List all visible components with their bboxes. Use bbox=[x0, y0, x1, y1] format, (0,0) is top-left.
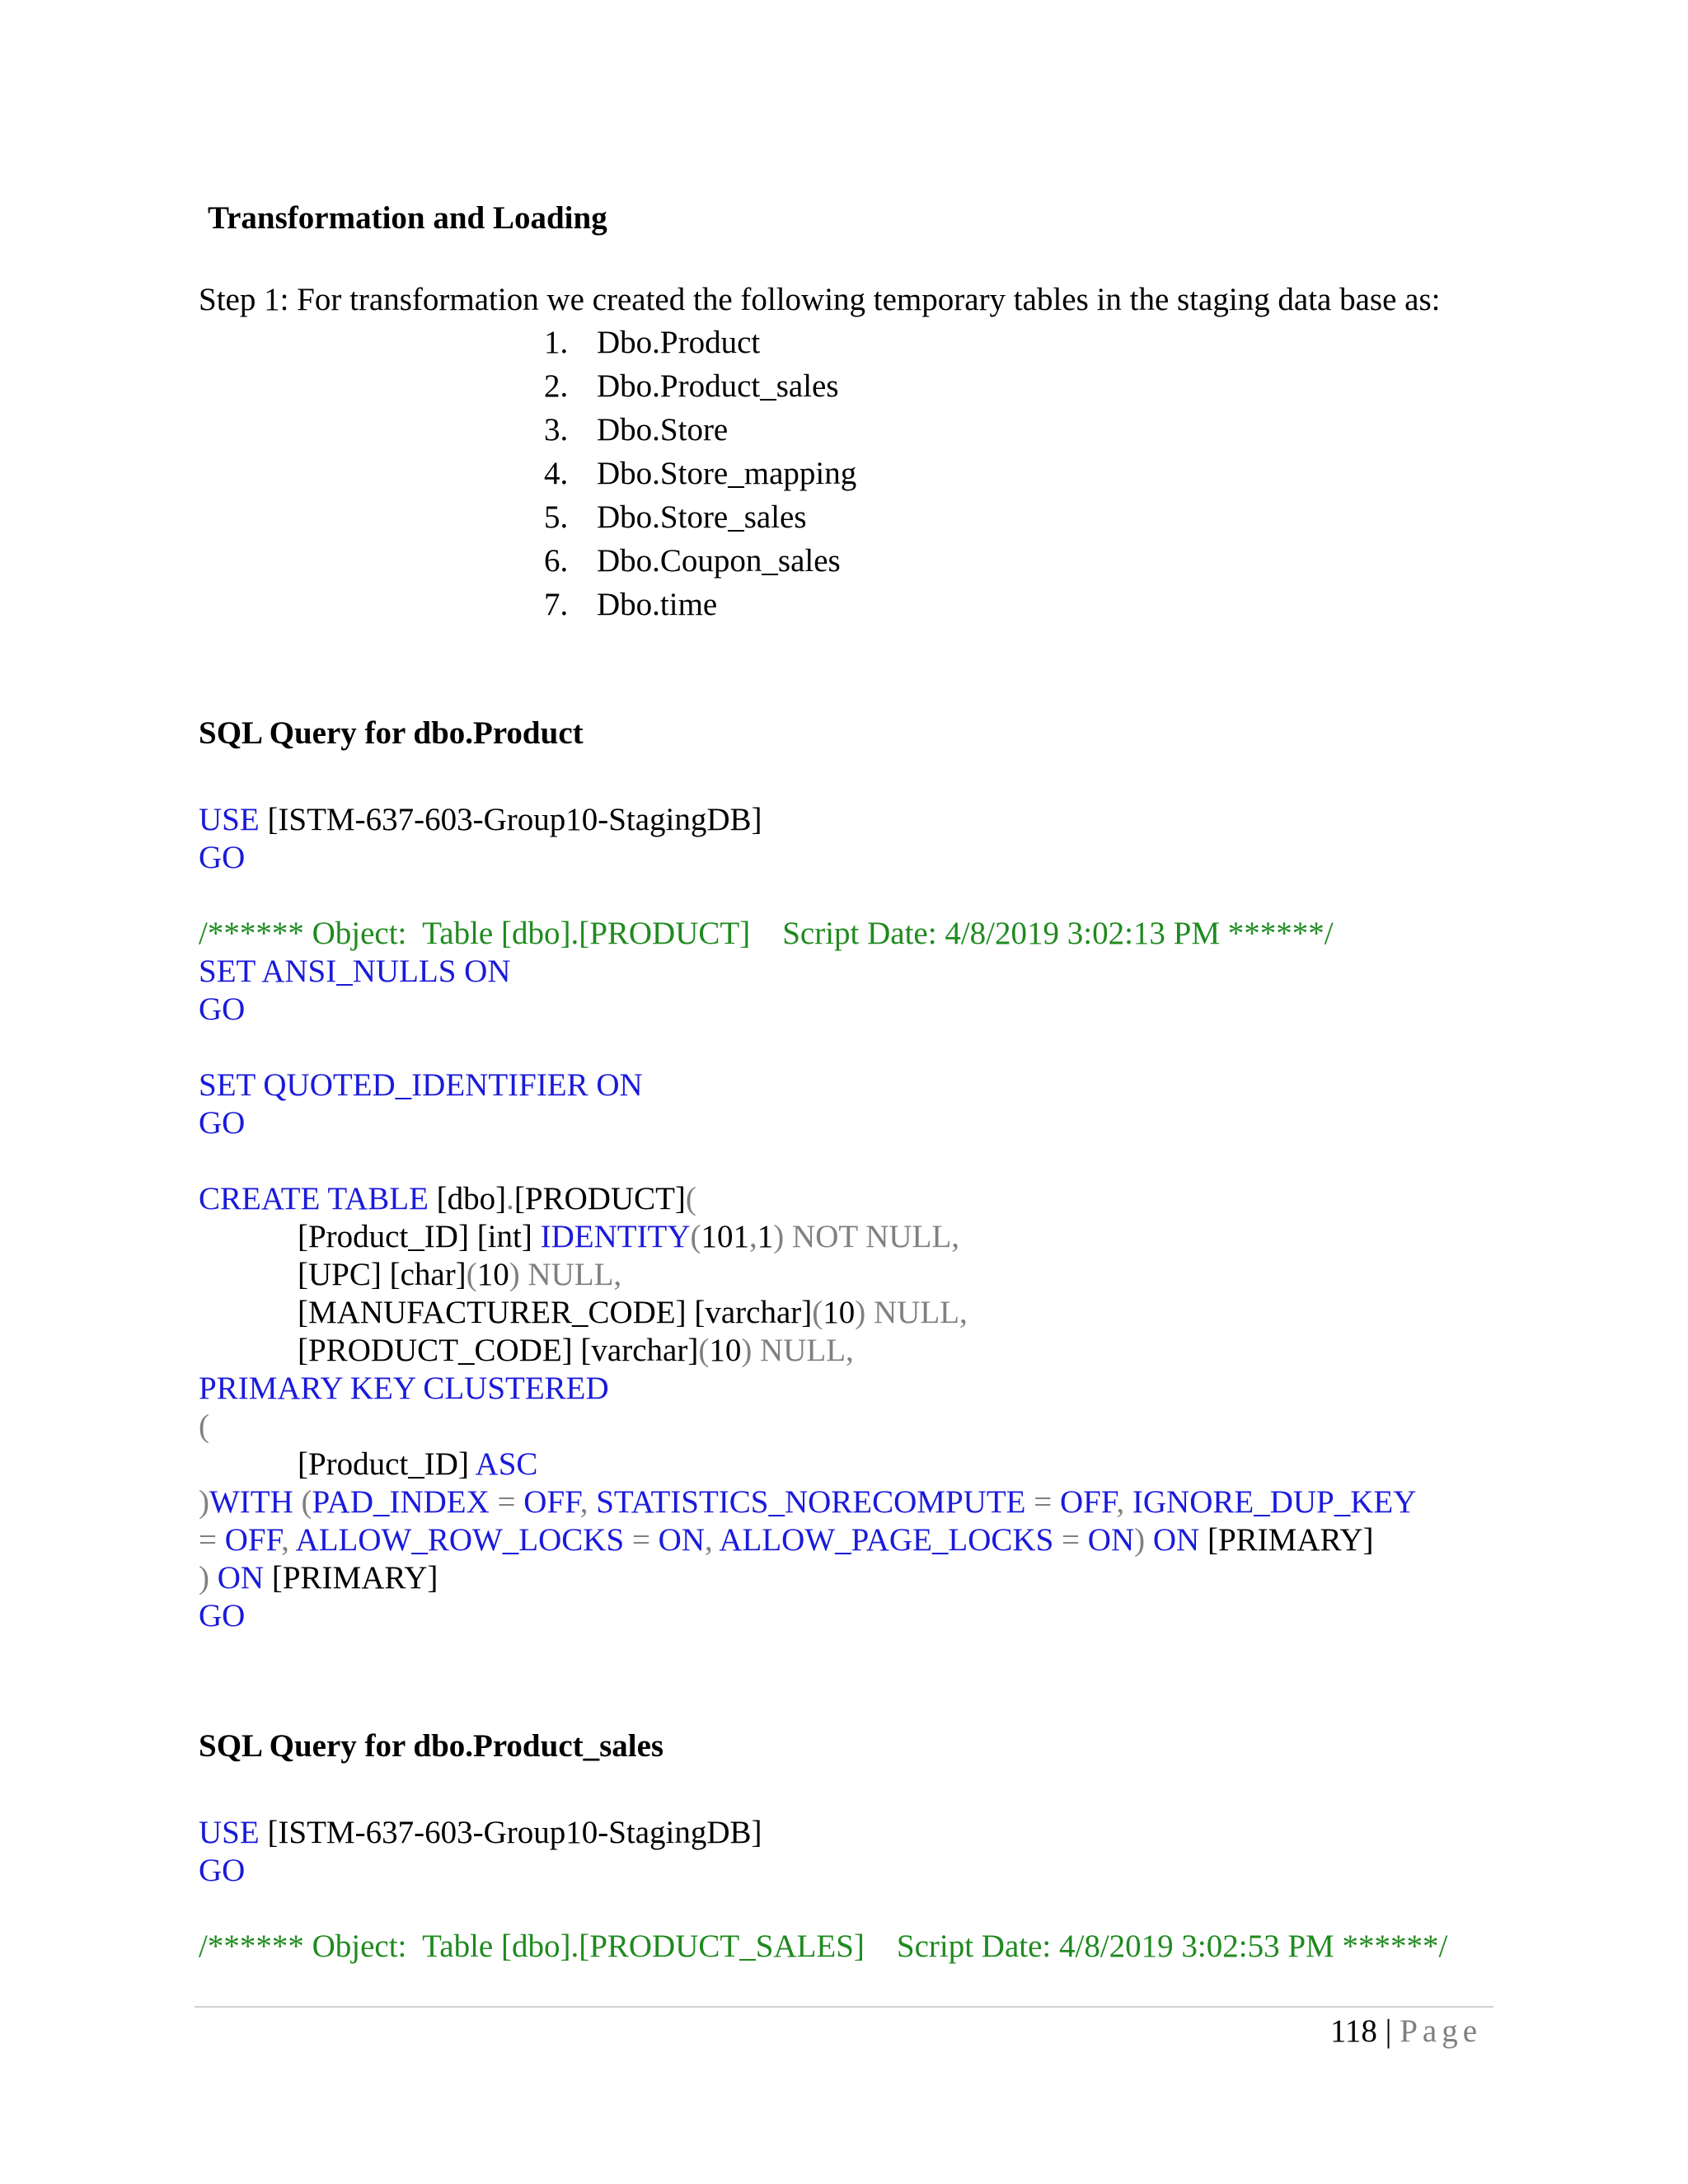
code-line: [Product_ID] ASC bbox=[298, 1446, 538, 1482]
code-line: )WITH (PAD_INDEX = OFF, STATISTICS_NORECOMPUTE = OFF, IGNORE_DUP_KEY bbox=[199, 1484, 1417, 1520]
code-line: GO bbox=[199, 1105, 246, 1141]
code-line: [UPC] [char](10) NULL, bbox=[298, 1257, 622, 1292]
code-line: GO bbox=[199, 1598, 246, 1633]
code-line: ) ON [PRIMARY] bbox=[199, 1560, 438, 1596]
footer-divider bbox=[195, 2006, 1493, 2008]
code-line: [MANUFACTURER_CODE] [varchar](10) NULL, bbox=[298, 1295, 968, 1330]
list-item: 2. Dbo.Product_sales bbox=[544, 368, 839, 404]
code-comment: /****** Object: Table [dbo].[PRODUCT] Script Date: 4/8/2019 3:02:13 PM ******/ bbox=[199, 916, 1334, 951]
query2-code-block bbox=[199, 1814, 1447, 1966]
code-line: ( bbox=[199, 1408, 209, 1444]
list-item: 1. Dbo.Product bbox=[544, 325, 761, 360]
code-line: GO bbox=[199, 1853, 246, 1888]
query1-heading: SQL Query for dbo.Product bbox=[199, 715, 584, 751]
list-item: 7. Dbo.time bbox=[544, 587, 718, 622]
staging-table-list bbox=[544, 324, 856, 630]
code-line: SET QUOTED_IDENTIFIER ON bbox=[199, 1067, 643, 1103]
code-line: [PRODUCT_CODE] [varchar](10) NULL, bbox=[298, 1333, 854, 1368]
list-item: 5. Dbo.Store_sales bbox=[544, 499, 807, 535]
code-line: = OFF, ALLOW_ROW_LOCKS = ON, ALLOW_PAGE_LOCKS = ON) ON [PRIMARY] bbox=[199, 1522, 1374, 1558]
list-item: 3. Dbo.Store bbox=[544, 412, 729, 448]
code-line: CREATE TABLE [dbo].[PRODUCT]( bbox=[199, 1181, 696, 1216]
code-comment: /****** Object: Table [dbo].[PRODUCT_SALES] Script Date: 4/8/2019 3:02:53 PM ******/ bbox=[199, 1929, 1448, 1964]
query2-heading: SQL Query for dbo.Product_sales bbox=[199, 1728, 664, 1764]
query1-code-block bbox=[199, 801, 1416, 1635]
code-line: GO bbox=[199, 991, 246, 1027]
list-item: 6. Dbo.Coupon_sales bbox=[544, 543, 841, 579]
code-line: PRIMARY KEY CLUSTERED bbox=[199, 1371, 609, 1406]
footer-separator: | bbox=[1376, 2013, 1400, 2049]
page-label: Page bbox=[1400, 2013, 1482, 2049]
code-line: USE [ISTM-637-603-Group10-StagingDB] bbox=[199, 1815, 762, 1850]
page-footer bbox=[1330, 2013, 1482, 2050]
section-title: Transformation and Loading bbox=[208, 200, 607, 236]
code-line: USE [ISTM-637-603-Group10-StagingDB] bbox=[199, 802, 762, 837]
code-line: [Product_ID] [int] IDENTITY(101,1) NOT NULL, bbox=[298, 1219, 959, 1254]
step1-paragraph: Step 1: For transformation we created the following temporary tables in the staging data base as: bbox=[199, 282, 1441, 317]
code-line: SET ANSI_NULLS ON bbox=[199, 954, 511, 989]
page-number: 118 bbox=[1329, 2013, 1377, 2049]
code-line: GO bbox=[199, 840, 246, 875]
list-item: 4. Dbo.Store_mapping bbox=[544, 456, 857, 491]
